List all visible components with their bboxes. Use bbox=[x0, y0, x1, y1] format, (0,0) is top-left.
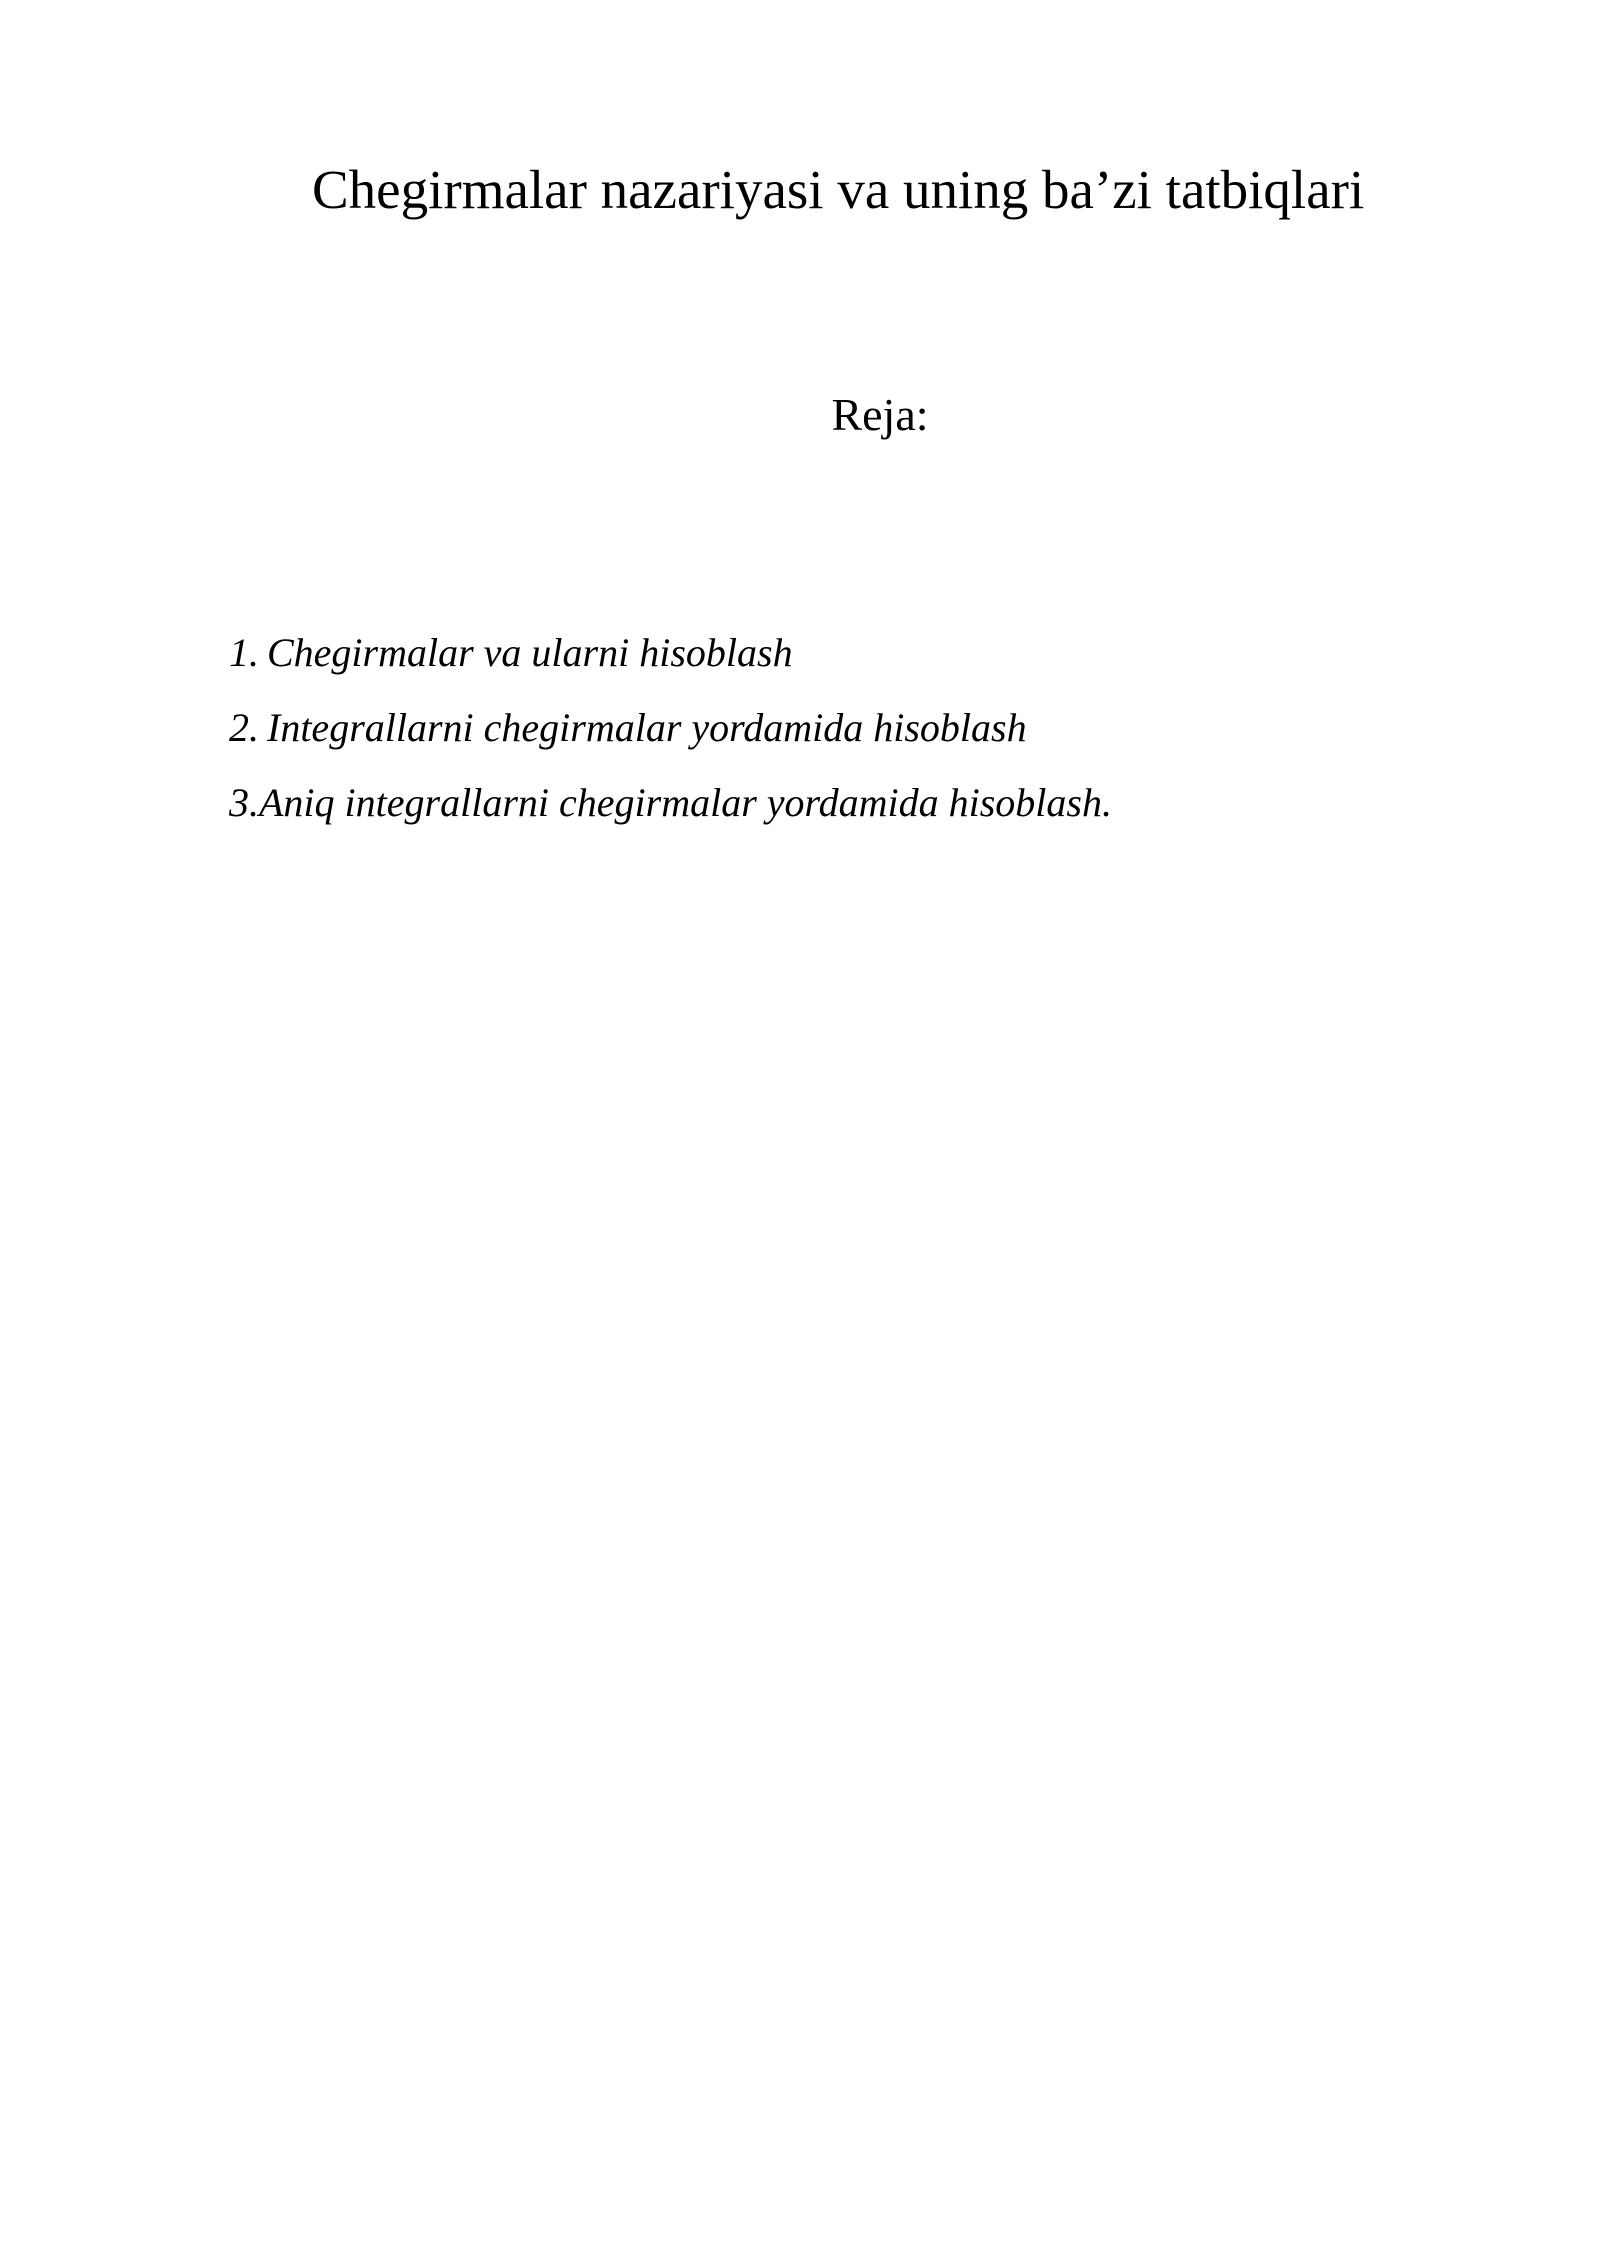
plan-item bbox=[229, 690, 1112, 765]
plan-item-number: 3. bbox=[229, 780, 259, 825]
plan-item-text: Integrallarni chegirmalar yordamida hisoblash bbox=[267, 705, 1027, 750]
plan-heading: Reja: bbox=[831, 389, 929, 440]
plan-item bbox=[229, 765, 1112, 840]
plan-item-text: Aniq integrallarni chegirmalar yordamida hisoblash. bbox=[259, 780, 1112, 825]
plan-list bbox=[229, 615, 1112, 840]
document-title: Chegirmalar nazariyasi va uning ba’zi tatbiqlari bbox=[312, 159, 1365, 220]
plan-item bbox=[229, 615, 1112, 690]
plan-item-text: Chegirmalar va ularni hisoblash bbox=[267, 630, 793, 675]
plan-item-number: 1. bbox=[229, 630, 259, 675]
plan-item-number: 2. bbox=[229, 705, 259, 750]
